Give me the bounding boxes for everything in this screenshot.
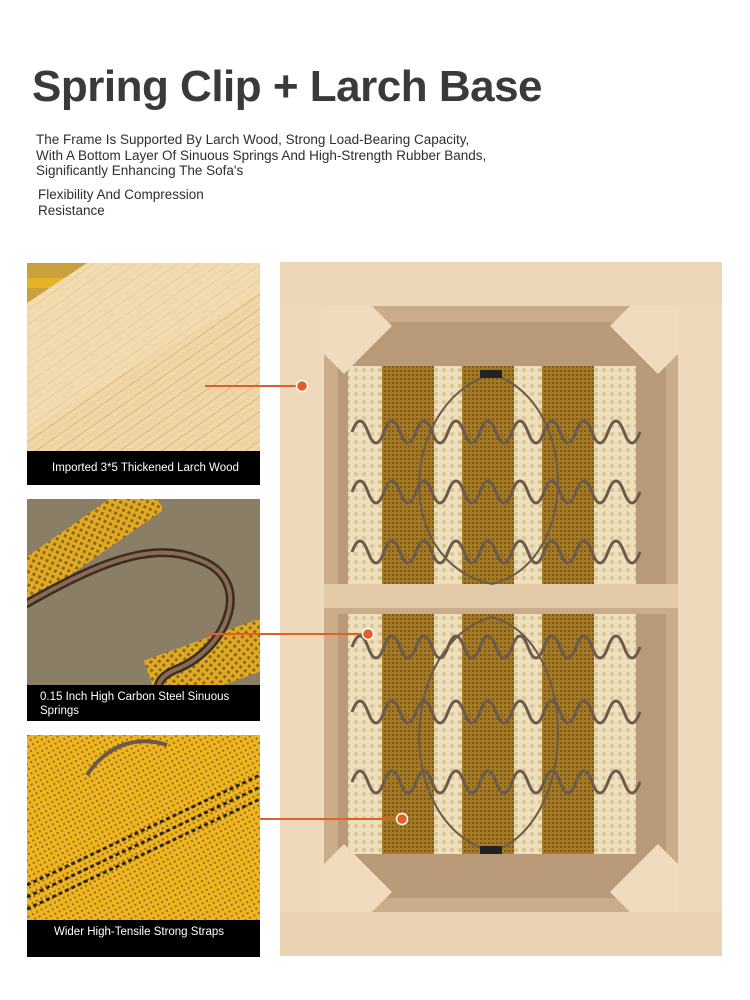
thumbnail-steel-spring — [27, 499, 260, 721]
caption-larch-wood — [27, 451, 260, 485]
thumbnail-larch-wood — [27, 263, 260, 485]
description-continued: Flexibility And Compression Resistance — [38, 187, 204, 218]
thumbnail-straps — [27, 735, 260, 957]
caption-larch-wood-text: Imported 3*5 Thickened Larch Wood — [52, 462, 239, 474]
caption-straps-text: Wider High-Tensile Strong Straps — [54, 926, 225, 938]
caption-steel-spring — [27, 685, 260, 721]
caption-straps — [27, 920, 260, 957]
description: The Frame Is Supported By Larch Wood, Strong Load-Bearing Capacity, With A Bottom Layer Of Sinuous Springs And High-Strength Rubber Bands, Significantly Enhancing The Sofa's — [36, 132, 487, 178]
caption-steel-spring-text: 0.15 Inch High Carbon Steel Sinuous Springs — [40, 691, 230, 717]
sofa-frame-photo — [280, 262, 722, 956]
page-title: Spring Clip + Larch Base — [32, 62, 543, 111]
